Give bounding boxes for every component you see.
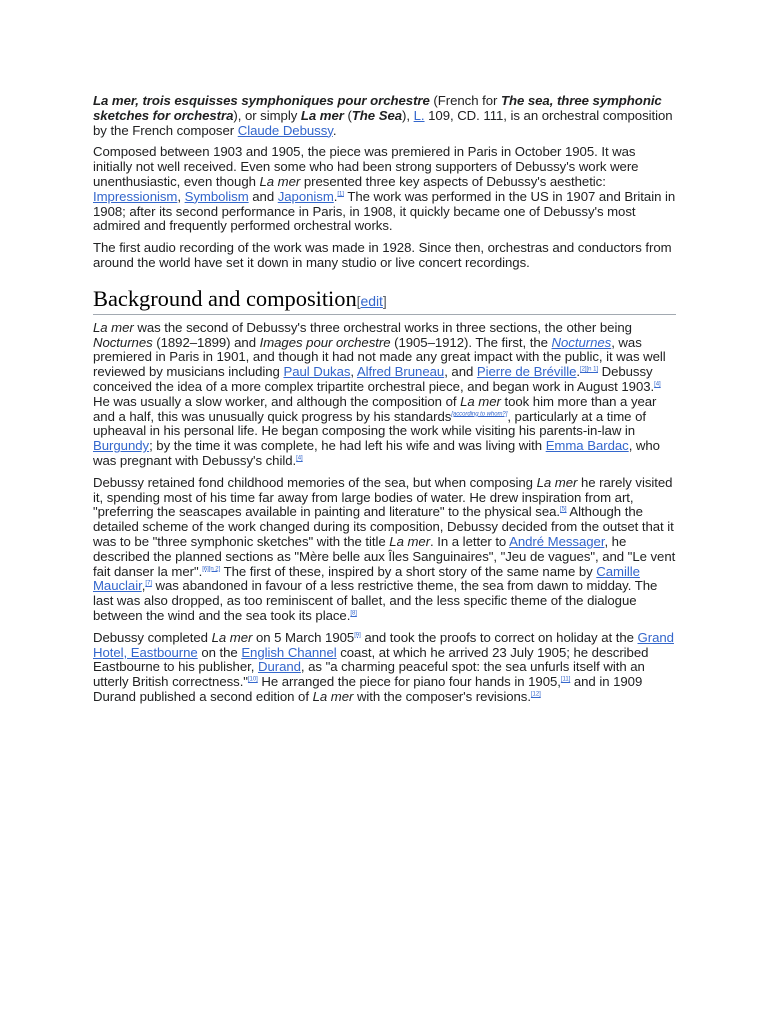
link-camille-mauclair[interactable]: Camille Mauclair [93, 563, 640, 594]
text: was the second of Debussy's three orchestral works in three sections, the other being [133, 319, 632, 335]
short-english-title: The Sea [351, 107, 403, 123]
link-durand[interactable]: Durand [257, 659, 301, 675]
text: with the composer's revisions. [353, 688, 531, 704]
italic-title: La mer [389, 533, 431, 549]
link-paul-dukas[interactable]: Paul Dukas [283, 364, 351, 380]
text: and [248, 188, 278, 204]
link-japonism[interactable]: Japonism [277, 188, 334, 204]
completion-paragraph [93, 631, 676, 705]
italic-title: La mer [312, 688, 354, 704]
link-andre-messager[interactable]: André Messager [509, 533, 605, 549]
composition-paragraph [93, 145, 676, 234]
edit-link[interactable]: edit [360, 292, 383, 309]
text: He arranged the piece for piano four hands in 1905, [257, 674, 561, 690]
text: ; by the time it was complete, he had left his wife and was living with [149, 438, 546, 454]
bracket: ] [382, 292, 387, 309]
link-alfred-bruneau[interactable]: Alfred Bruneau [356, 364, 445, 380]
link-pierre-de-breville[interactable]: Pierre de Bréville [476, 364, 577, 380]
link-burgundy[interactable]: Burgundy [93, 438, 150, 454]
text: Debussy completed [93, 629, 212, 645]
section-title: Background and composition [93, 285, 357, 311]
text: ), [402, 107, 414, 123]
reference-9[interactable]: [9] [354, 632, 361, 639]
text: Composed between 1903 and 1905, the piece was premiered in Paris in October 1905. It was initially not well received. Even some who had been strong supporters of Debussy's work were unenthusiastic, even though [93, 144, 639, 189]
text: ( [343, 107, 352, 123]
work-title: La mer, trois esquisses symphoniques pour orchestre [93, 93, 430, 108]
text: Although the detailed scheme of the work changed during its composition, Debussy decided from the outset that it was to be "three symphonic sketches" with the title [93, 504, 674, 549]
reference-11[interactable]: [11] [560, 676, 571, 683]
text: Debussy conceived the idea of a more complex tripartite orchestral piece, and began work in August 1903. [93, 364, 655, 394]
link-grand-hotel-eastbourne[interactable]: Grand Hotel, Eastbourne [93, 629, 674, 660]
intro-paragraph [93, 94, 676, 138]
link-claude-debussy[interactable]: Claude Debussy [237, 122, 333, 138]
reference-1[interactable]: [1] [337, 191, 344, 198]
background-paragraph [93, 321, 676, 469]
italic-title: Images pour orchestre [259, 334, 391, 350]
text: was abandoned in favour of a less restrictive theme, the sea from dawn to midday. The last was also dropped, as too reminiscent of ballet, and the less specific theme of the dialogue between the wind and the sea took its place. [93, 578, 658, 623]
text: Debussy retained fond childhood memories of the sea, but when composing [93, 474, 537, 490]
text: he rarely visited it, spending most of his time far away from large bodies of water. He drew inspiration from art, "preferring the seascapes available in painting and literature" to the physical sea. [93, 474, 673, 520]
text: , he described the planned sections as "Mère belle aux Îles Sanguinaires", "Jeu de vagues", and "Le vent fait danser la mer". [93, 533, 676, 579]
italic-title: La mer [93, 319, 134, 335]
text: 109, CD. 111, is an orchestral composition by the French composer [93, 107, 673, 138]
text: , [141, 578, 146, 594]
link-english-channel[interactable]: English Channel [241, 644, 337, 660]
text: The first of these, inspired by a short story of the same name by [220, 563, 597, 579]
link-lesure-catalogue[interactable]: L. [413, 107, 425, 123]
citation-needed-note[interactable]: [according to whom?] [451, 411, 508, 418]
reference-12[interactable]: [12] [530, 691, 541, 698]
text: and took the proofs to correct on holiday at the [360, 629, 638, 645]
text: and in 1909 Durand published a second edition of [93, 674, 643, 704]
reference-10[interactable]: [10] [247, 676, 258, 683]
english-title: The sea, three symphonic sketches for orchestra [93, 93, 662, 123]
text: . In a letter to [430, 533, 510, 549]
text: on the [197, 644, 242, 660]
text: The work was performed in the US in 1907 and Britain in 1908; after its second performance in Paris, in 1908, it quickly became one of Debussy's most admired and frequently performed orchestral works. [93, 188, 676, 234]
reference-2-note-1[interactable]: [2][n 1] [580, 366, 598, 373]
reference-6-note-2[interactable]: [6][n 2] [202, 566, 221, 573]
text: , [177, 188, 185, 204]
text: took him more than a year and a half, this was unusually quick progress by his standards [93, 393, 657, 424]
article-body [93, 94, 676, 712]
text: (French for [429, 93, 501, 108]
text: ), or simply [233, 107, 301, 123]
reference-5[interactable]: [5] [560, 506, 567, 513]
text: on 5 March 1905 [252, 629, 355, 645]
link-nocturnes[interactable]: Nocturnes [551, 334, 612, 350]
recording-paragraph: The first audio recording of the work was made in 1928. Since then, orchestras and conductors from around the world have set it down in many studio or live concert recordings. [93, 240, 672, 270]
link-impressionism[interactable]: Impressionism [93, 188, 178, 204]
text: , as "a charming peaceful spot: the sea unfurls itself with an utterly British correctness." [93, 659, 645, 690]
short-title: La mer [300, 107, 344, 123]
italic-title: La mer [259, 173, 301, 189]
text: (1892–1899) and [152, 334, 260, 350]
edit-section [357, 293, 387, 309]
text: . [332, 122, 337, 138]
text: coast, at which he arrived 23 July 1905; he described Eastbourne to his publisher, [93, 644, 649, 675]
text: , [350, 364, 357, 380]
link-symbolism[interactable]: Symbolism [184, 188, 249, 204]
text: , was premiered in Paris in 1901, and though it had not made any great impact with the public, it was well reviewed by musicians including [93, 334, 666, 380]
italic-title: Nocturnes [93, 334, 153, 350]
text: He was usually a slow worker, and although the composition of [93, 393, 461, 409]
inspiration-paragraph [93, 476, 676, 624]
reference-8[interactable]: [8] [350, 610, 357, 617]
link-emma-bardac[interactable]: Emma Bardac [545, 438, 629, 454]
italic-title: La mer [460, 393, 501, 409]
italic-title: La mer [536, 474, 578, 490]
text: (1905–1912). The first, the [390, 334, 552, 350]
text: , particularly at a time of upheaval in his personal life. He began composing the work while visiting his parents-in-law in [93, 408, 646, 439]
bracket: [ [356, 292, 361, 309]
text: . [333, 188, 338, 204]
section-heading [93, 286, 676, 315]
text: . [576, 364, 581, 380]
reference-4[interactable]: [4] [654, 381, 661, 388]
reference-4[interactable]: [4] [296, 455, 303, 462]
text: presented three key aspects of Debussy's aesthetic: [300, 173, 606, 189]
text: , and [444, 364, 477, 380]
reference-7[interactable]: [7] [145, 580, 152, 587]
italic-title: La mer [211, 629, 253, 645]
text: , who was pregnant with Debussy's child. [93, 438, 660, 468]
